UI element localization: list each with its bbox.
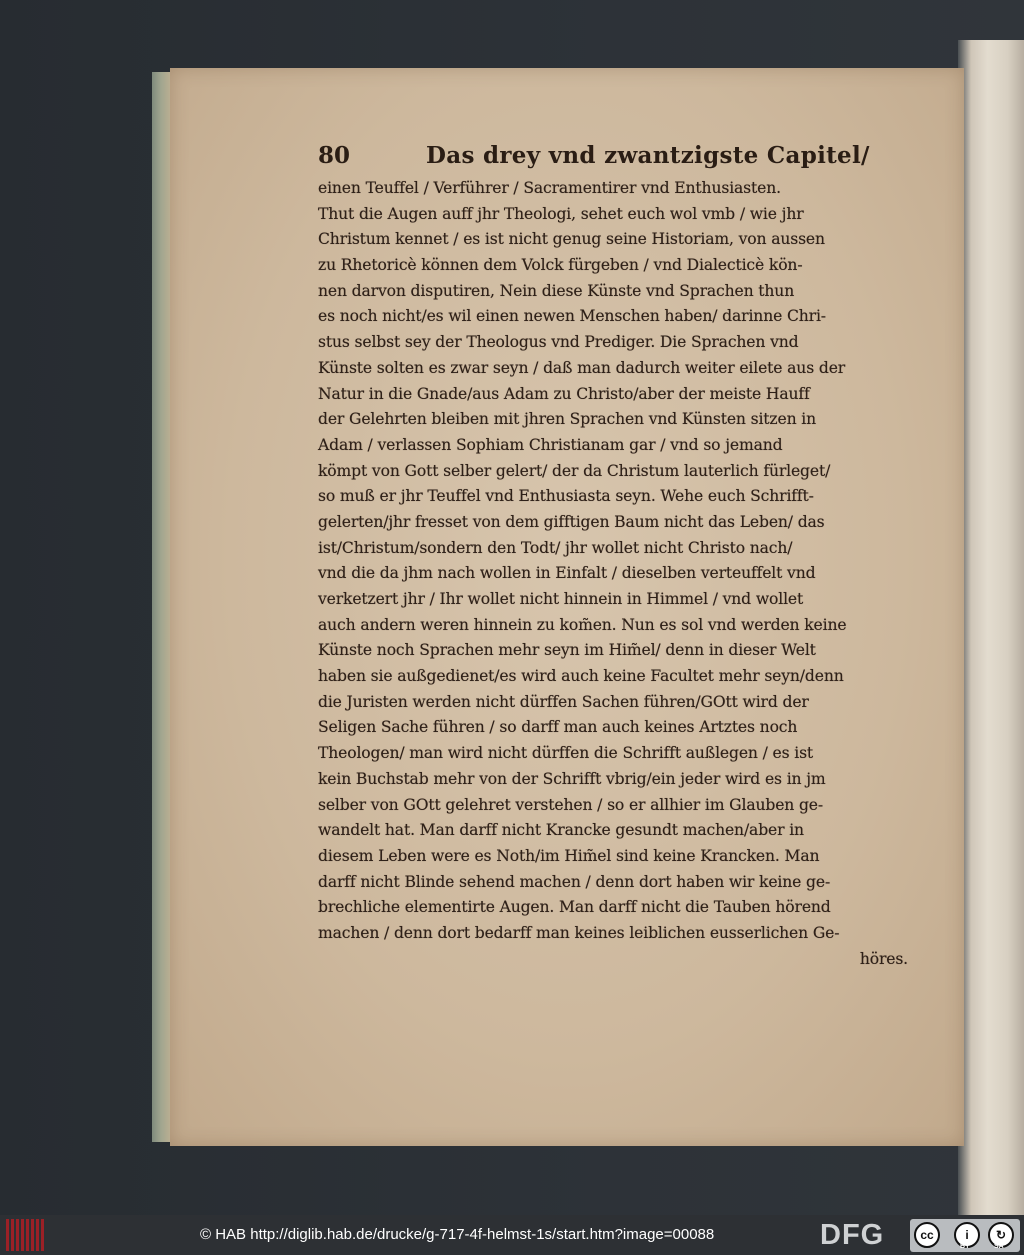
- license-sa-label: SA: [994, 1243, 1004, 1250]
- text-block: [318, 176, 908, 972]
- text-line: brechliche elementirte Augen. Man darff nicht die Tauben hörend: [318, 898, 831, 917]
- text-line: so muß er jhr Teuffel vnd Enthusiasta seyn. Wehe euch Schrifft-: [318, 487, 814, 506]
- text-line: der Gelehrten bleiben mit jhren Sprachen vnd Künsten sitzen in: [318, 410, 816, 429]
- share-alike-icon: ↻: [988, 1222, 1014, 1248]
- text-line: haben sie außgedienet/es wird auch keine Facultet mehr seyn/denn: [318, 667, 844, 686]
- text-line: kömpt von Gott selber gelert/ der da Christum lauterlich fürleget/: [318, 461, 831, 480]
- text-line: Adam / verlassen Sophiam Christianam gar / vnd so jemand: [318, 435, 783, 454]
- text-line: Künste solten es zwar seyn / daß man dadurch weiter eilete aus der: [318, 358, 846, 377]
- page-header: [318, 142, 908, 176]
- running-title: Das drey vnd zwantzigste Capitel/: [426, 142, 870, 169]
- text-line: machen / denn dort bedarff man keines leiblichen eusserlichen Ge-: [318, 923, 840, 942]
- hab-logo-icon[interactable]: [6, 1219, 46, 1251]
- dfg-logo[interactable]: DFG: [820, 1219, 885, 1251]
- page-number: 80: [318, 142, 351, 169]
- text-line: verketzert jhr / Ihr wollet nicht hinnein in Himmel / vnd wollet: [318, 590, 804, 608]
- credit-link[interactable]: © HAB http://diglib.hab.de/drucke/g-717-4f-helmst-1s/start.htm?image=00088: [200, 1226, 715, 1243]
- page-content: [318, 142, 908, 972]
- text-line: kein Buchstab mehr von der Schrifft vbrig/ein jeder wird es in jm: [318, 769, 826, 788]
- creative-commons-icon: cc: [914, 1222, 940, 1248]
- text-line: nen darvon disputiren, Nein diese Künste vnd Sprachen thun: [318, 281, 795, 300]
- text-line: auch andern weren hinnein zu kom̃en. Nun es sol vnd werden keine: [318, 615, 847, 634]
- text-line: gelerten/jhr fresset von dem gifftigen Baum nicht das Leben/ das: [318, 512, 825, 531]
- text-line: stus selbst sey der Theologus vnd Prediger. Die Sprachen vnd: [318, 333, 799, 352]
- text-line: Seligen Sache führen / so darff man auch keines Artztes noch: [318, 718, 798, 737]
- book-edge: [958, 40, 1024, 1215]
- text-line: es noch nicht/es wil einen newen Menschen haben/ darinne Chri-: [318, 307, 826, 326]
- text-line: Künste noch Sprachen mehr seyn im Him̃el/ denn in dieser Welt: [318, 641, 816, 660]
- attribution-icon: i: [954, 1222, 980, 1248]
- text-line: wandelt hat. Man darff nicht Krancke gesundt machen/aber in: [318, 821, 804, 840]
- text-line: Christum kennet / es ist nicht genug seine Historiam, von aussen: [318, 230, 825, 249]
- text-line: darff nicht Blinde sehend machen / denn dort haben wir keine ge-: [318, 872, 831, 891]
- text-line: selber von GOtt gelehret verstehen / so er allhier im Glauben ge-: [318, 795, 823, 814]
- text-line: ist/Christum/sondern den Todt/ jhr wollet nicht Christo nach/: [318, 538, 793, 557]
- footer-bar: [0, 1215, 1024, 1255]
- text-line: zu Rhetoricè können dem Volck fürgeben / vnd Dialecticè kön-: [318, 256, 803, 275]
- text-line: vnd die da jhm nach wollen in Einfalt / dieselben verteuffelt vnd: [318, 564, 816, 583]
- text-line: Theologen/ man wird nicht dürffen die Schrifft außlegen / es ist: [318, 744, 814, 763]
- license-by-label: BY: [960, 1243, 970, 1250]
- text-line: diesem Leben were es Noth/im Him̃el sind keine Krancken. Man: [318, 846, 820, 865]
- text-line: die Juristen werden nicht dürffen Sachen führen/GOtt wird der: [318, 692, 809, 711]
- text-line: einen Teuffel / Verführer / Sacramentirer vnd Enthusiasten.: [318, 179, 781, 197]
- text-line: Natur in die Gnade/aus Adam zu Christo/aber der meiste Hauff: [318, 384, 810, 403]
- cc-license-badge[interactable]: [910, 1219, 1020, 1252]
- text-line: Thut die Augen auff jhr Theologi, sehet euch wol vmb / wie jhr: [318, 204, 804, 223]
- catchword: höres.: [859, 949, 908, 968]
